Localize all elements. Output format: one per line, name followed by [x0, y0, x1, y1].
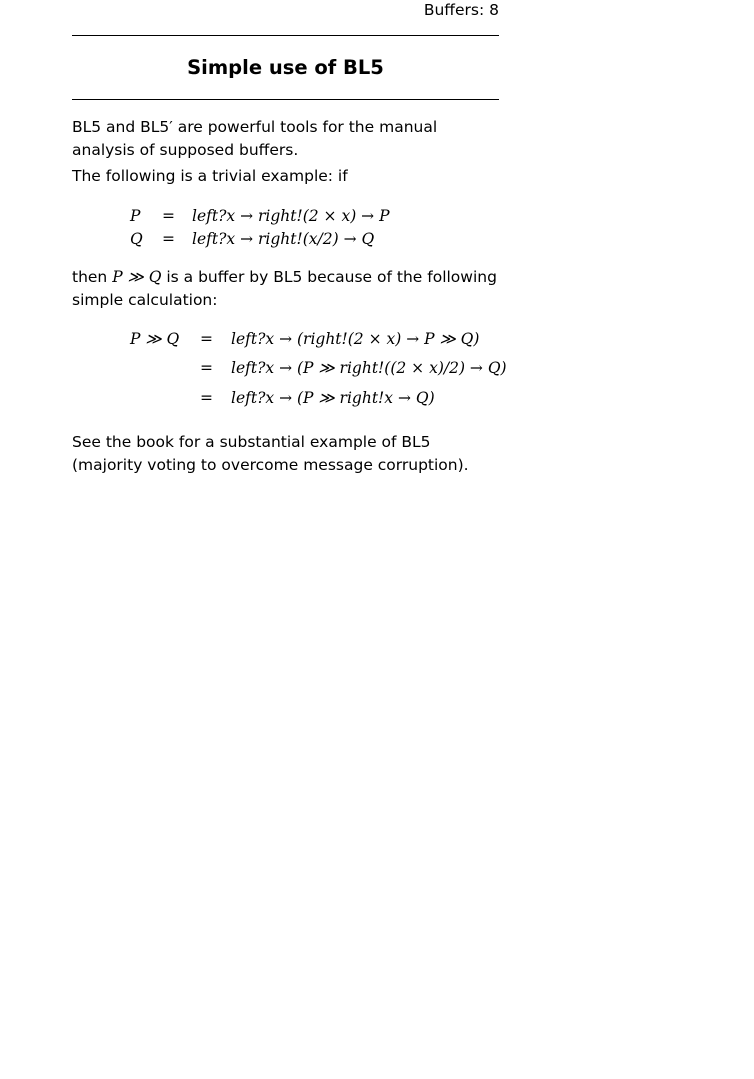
calculation-intro-after: is a buffer by BL5 because of the following simple calculation: [72, 268, 497, 309]
calc-line-1-lhs: P ≫ Q [130, 330, 180, 348]
page-number: 8 [489, 1, 499, 19]
calculation-intro-before: then [72, 268, 108, 286]
slide-title: Simple use of BL5 [187, 56, 384, 79]
calc-line-1-equals: = [200, 330, 213, 348]
calc-line-3 [130, 386, 520, 410]
calc-line-3-rhs: left?x → (P ≫ right!x → Q) [231, 389, 435, 407]
definition-q-equals: = [162, 230, 175, 248]
definition-p-rhs: left?x → right!(2 × x) → P [192, 207, 390, 225]
calc-line-1 [130, 327, 520, 351]
definition-q-lhs: Q [130, 230, 143, 248]
definition-p [130, 204, 430, 228]
running-title: Buffers: [423, 1, 485, 19]
example-intro: The following is a trivial example: if [72, 167, 348, 185]
title-rule [72, 99, 499, 100]
calc-line-2-equals: = [200, 359, 213, 377]
definition-p-equals: = [162, 207, 175, 225]
definition-p-lhs: P [130, 207, 141, 225]
calc-line-2 [130, 356, 520, 380]
closing-paragraph: See the book for a substantial example of BL5 (majority voting to overcome message corruption). [72, 433, 469, 474]
calculation-intro [72, 266, 502, 312]
running-header [72, 0, 499, 20]
definition-q-rhs: left?x → right!(x/2) → Q [192, 230, 375, 248]
top-rule [72, 35, 499, 36]
calc-line-1-rhs: left?x → (right!(2 × x) → P ≫ Q) [231, 330, 480, 348]
calc-line-2-rhs: left?x → (P ≫ right!((2 × x)/2) → Q) [231, 359, 507, 377]
definition-q [130, 227, 430, 251]
calculation-intro-math: P ≫ Q [112, 268, 162, 286]
calc-line-3-equals: = [200, 389, 213, 407]
intro-paragraph: BL5 and BL5′ are powerful tools for the manual analysis of supposed buffers. [72, 118, 438, 159]
